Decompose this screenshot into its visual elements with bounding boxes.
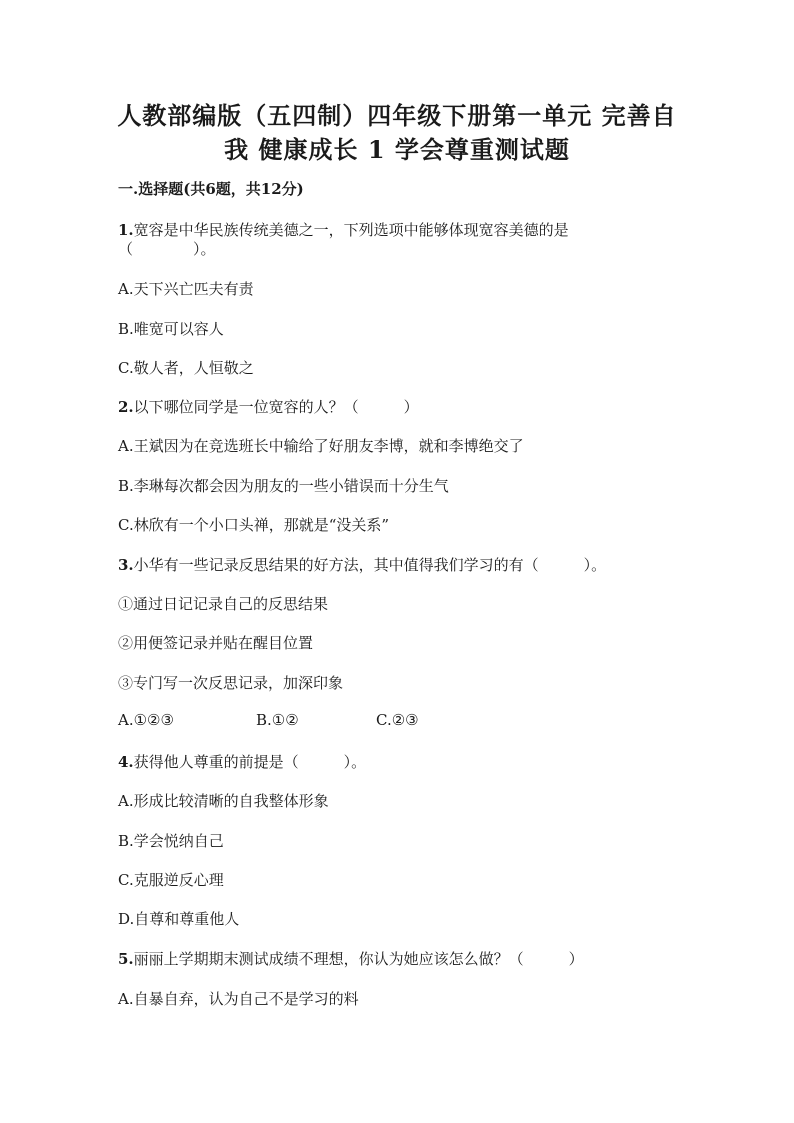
question-text: 以下哪位同学是一位宽容的人？（ ） bbox=[133, 398, 419, 416]
question-4-option-a: A.形成比较清晰的自我整体形象 bbox=[118, 792, 329, 810]
document-title-line-1: 人教部编版（五四制）四年级下册第一单元 完善自 bbox=[117, 101, 677, 130]
question-1-stem-continued: （ ）。 bbox=[118, 240, 216, 258]
question-2-option-b: B.李琳每次都会因为朋友的一些小错误而十分生气 bbox=[118, 477, 449, 495]
question-3-options-row bbox=[118, 711, 419, 729]
question-number: 1. bbox=[118, 221, 134, 239]
question-1-option-a: A.天下兴亡匹夫有责 bbox=[118, 280, 254, 298]
question-2-stem bbox=[118, 396, 419, 417]
question-4-option-c: C.克服逆反心理 bbox=[118, 871, 224, 889]
question-number: 5. bbox=[118, 950, 134, 968]
question-5-option-a: A.自暴自弃，认为自己不是学习的料 bbox=[118, 990, 359, 1008]
question-2-option-a: A.王斌因为在竞选班长中输给了好朋友李博，就和李博绝交了 bbox=[118, 437, 524, 455]
question-text: 丽丽上学期期末测试成绩不理想，你认为她应该怎么做？（ ） bbox=[133, 950, 584, 968]
question-text: 宽容是中华民族传统美德之一，下列选项中能够体现宽容美德的是 bbox=[133, 221, 569, 239]
question-3-item-1: ①通过日记记录自己的反思结果 bbox=[118, 595, 329, 613]
question-text: 小华有一些记录反思结果的好方法，其中值得我们学习的有（ ）。 bbox=[133, 556, 607, 574]
document-title-line-2: 我 健康成长 1 学会尊重测试题 bbox=[224, 135, 570, 164]
question-5-stem bbox=[118, 948, 584, 969]
question-4-stem bbox=[118, 751, 366, 772]
question-number: 4. bbox=[118, 753, 134, 771]
question-3-item-3: ③专门写一次反思记录，加深印象 bbox=[118, 674, 344, 692]
section-heading: 一.选择题(共6题，共12分) bbox=[118, 180, 304, 198]
question-4-option-b: B.学会悦纳自己 bbox=[118, 832, 224, 850]
question-text: 获得他人尊重的前提是（ ）。 bbox=[133, 753, 367, 771]
question-2-option-c: C.林欣有一个小口头禅，那就是“没关系” bbox=[118, 516, 390, 534]
question-number: 2. bbox=[118, 398, 134, 416]
question-3-stem bbox=[118, 554, 606, 575]
question-3-item-2: ②用便签记录并贴在醒目位置 bbox=[118, 634, 314, 652]
question-3-option-a: A.①②③ bbox=[118, 711, 174, 729]
question-4-option-d: D.自尊和尊重他人 bbox=[118, 910, 240, 928]
question-number: 3. bbox=[118, 556, 134, 574]
question-3-option-b: B.①② bbox=[256, 711, 299, 729]
question-3-option-c: C.②③ bbox=[376, 711, 419, 729]
question-1-option-b: B.唯宽可以容人 bbox=[118, 320, 224, 338]
question-1-option-c: C.敬人者，人恒敬之 bbox=[118, 359, 254, 377]
question-1-stem bbox=[118, 219, 569, 240]
